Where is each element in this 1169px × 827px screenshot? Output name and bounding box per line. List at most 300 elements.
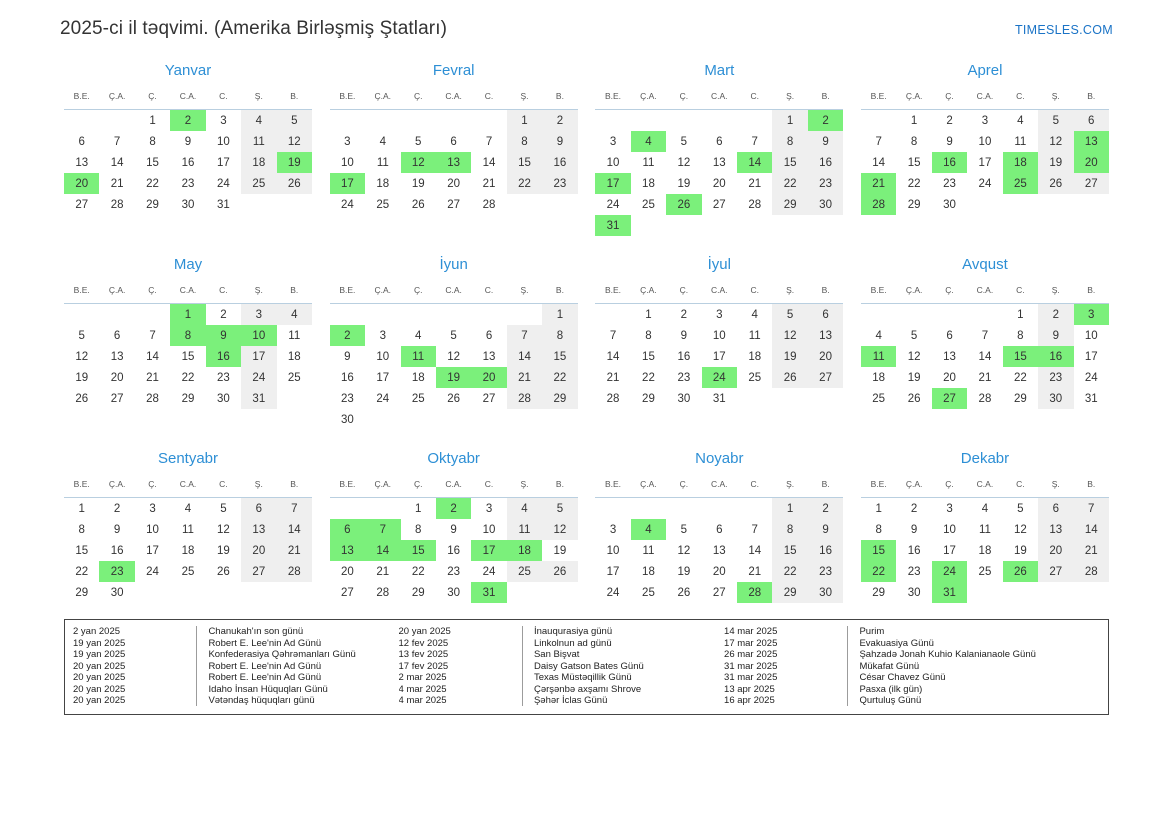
day-cell[interactable]: 29	[75, 586, 89, 599]
day-cell[interactable]: 13	[436, 152, 471, 173]
day-cell[interactable]: 26	[1003, 561, 1038, 582]
day-cell[interactable]: 29	[411, 586, 425, 599]
day-cell[interactable]: 14	[507, 346, 542, 367]
day-cell[interactable]: 2	[808, 498, 843, 520]
day-cell[interactable]: 16	[1038, 346, 1073, 367]
day-cell[interactable]: 21	[861, 173, 896, 194]
day-cell[interactable]: 15	[507, 152, 542, 173]
day-cell[interactable]: 12	[1038, 131, 1073, 152]
day-cell[interactable]: 20	[943, 371, 956, 384]
day-cell[interactable]: 25	[241, 173, 276, 194]
day-cell[interactable]: 20	[712, 177, 726, 190]
day-cell[interactable]: 7	[365, 519, 400, 540]
day-cell[interactable]: 25	[642, 586, 655, 599]
day-cell[interactable]: 19	[1013, 544, 1027, 557]
day-cell[interactable]: 11	[288, 329, 301, 342]
day-cell[interactable]: 9	[910, 523, 918, 536]
day-cell[interactable]: 13	[712, 156, 726, 169]
day-cell[interactable]: 3	[344, 135, 351, 148]
day-cell[interactable]: 21	[748, 177, 762, 190]
day-cell[interactable]: 14	[110, 156, 124, 169]
day-cell[interactable]: 24	[340, 198, 354, 211]
day-cell[interactable]: 12	[907, 350, 921, 363]
day-cell[interactable]: 8	[910, 135, 918, 148]
day-cell[interactable]: 23	[943, 177, 956, 190]
day-cell[interactable]: 26	[75, 392, 89, 405]
day-cell[interactable]: 19	[772, 346, 807, 367]
day-cell[interactable]: 27	[75, 198, 89, 211]
day-cell[interactable]: 6	[716, 135, 723, 148]
day-cell[interactable]: 14	[482, 156, 496, 169]
day-cell[interactable]: 10	[146, 523, 159, 536]
day-cell[interactable]: 11	[861, 346, 896, 367]
day-cell[interactable]: 17	[376, 371, 390, 384]
day-cell[interactable]: 7	[149, 329, 156, 342]
day-cell[interactable]: 29	[872, 586, 886, 599]
day-cell[interactable]: 28	[1074, 561, 1109, 582]
day-cell[interactable]: 12	[277, 131, 312, 152]
day-cell[interactable]: 2	[220, 308, 227, 321]
day-cell[interactable]: 27	[1074, 173, 1109, 194]
day-cell[interactable]: 13	[1038, 519, 1073, 540]
day-cell[interactable]: 1	[149, 114, 156, 127]
day-cell[interactable]: 12	[677, 156, 691, 169]
day-cell[interactable]: 22	[75, 565, 89, 578]
day-cell[interactable]: 16	[542, 152, 577, 173]
day-cell[interactable]: 23	[99, 561, 134, 582]
day-cell[interactable]: 23	[808, 561, 843, 582]
day-cell[interactable]: 12	[401, 152, 436, 173]
day-cell[interactable]: 20	[241, 540, 276, 561]
day-cell[interactable]: 14	[365, 540, 400, 561]
day-cell[interactable]: 8	[149, 135, 156, 148]
day-cell[interactable]: 13	[330, 540, 365, 561]
day-cell[interactable]: 3	[149, 502, 156, 515]
day-cell[interactable]: 30	[907, 586, 921, 599]
day-cell[interactable]: 13	[110, 350, 124, 363]
day-cell[interactable]: 6	[330, 519, 365, 540]
day-cell[interactable]: 10	[978, 135, 992, 148]
day-cell[interactable]: 8	[875, 523, 882, 536]
day-cell[interactable]: 26	[542, 561, 577, 582]
day-cell[interactable]: 2	[542, 110, 577, 132]
day-cell[interactable]: 12	[772, 325, 807, 346]
day-cell[interactable]: 9	[1038, 325, 1073, 346]
day-cell[interactable]: 7	[751, 135, 758, 148]
day-cell[interactable]: 1	[542, 304, 577, 326]
day-cell[interactable]: 18	[287, 350, 301, 363]
day-cell[interactable]: 28	[606, 392, 620, 405]
day-cell[interactable]: 28	[748, 198, 762, 211]
day-cell[interactable]: 12	[677, 544, 691, 557]
day-cell[interactable]: 3	[485, 502, 493, 515]
day-cell[interactable]: 9	[184, 135, 192, 148]
day-cell[interactable]: 15	[772, 540, 807, 561]
day-cell[interactable]: 10	[943, 523, 956, 536]
day-cell[interactable]: 7	[875, 135, 882, 148]
day-cell[interactable]: 31	[241, 388, 276, 409]
day-cell[interactable]: 2	[330, 325, 365, 346]
day-cell[interactable]: 5	[450, 329, 457, 342]
day-cell[interactable]: 1	[170, 304, 205, 326]
day-cell[interactable]: 18	[748, 350, 762, 363]
day-cell[interactable]: 3	[609, 523, 617, 536]
brand-link[interactable]: TIMESLES.COM	[1014, 23, 1113, 37]
day-cell[interactable]: 1	[772, 498, 807, 520]
day-cell[interactable]: 28	[978, 392, 992, 405]
day-cell[interactable]: 17	[1084, 350, 1098, 363]
day-cell[interactable]: 18	[642, 177, 655, 190]
day-cell[interactable]: 6	[113, 329, 121, 342]
day-cell[interactable]: 6	[808, 304, 843, 326]
day-cell[interactable]: 28	[110, 198, 124, 211]
day-cell[interactable]: 16	[932, 152, 967, 173]
day-cell[interactable]: 24	[606, 586, 620, 599]
day-cell[interactable]: 16	[808, 540, 843, 561]
day-cell[interactable]: 11	[507, 519, 542, 540]
day-cell[interactable]: 4	[184, 502, 192, 515]
day-cell[interactable]: 25	[748, 371, 762, 384]
day-cell[interactable]: 15	[75, 544, 89, 557]
day-cell[interactable]: 9	[450, 523, 457, 536]
day-cell[interactable]: 20	[471, 367, 506, 388]
day-cell[interactable]: 25	[872, 392, 886, 405]
day-cell[interactable]: 4	[507, 498, 542, 520]
day-cell[interactable]: 27	[482, 392, 496, 405]
day-cell[interactable]: 16	[447, 544, 461, 557]
day-cell[interactable]: 2	[113, 502, 121, 515]
day-cell[interactable]: 18	[978, 544, 992, 557]
day-cell[interactable]: 31	[595, 215, 630, 236]
day-cell[interactable]: 2	[1038, 304, 1073, 326]
day-cell[interactable]: 31	[712, 392, 726, 405]
day-cell[interactable]: 30	[808, 194, 843, 215]
day-cell[interactable]: 31	[471, 582, 506, 603]
day-cell[interactable]: 26	[277, 173, 312, 194]
day-cell[interactable]: 16	[206, 346, 241, 367]
day-cell[interactable]: 29	[772, 582, 807, 603]
day-cell[interactable]: 10	[606, 544, 620, 557]
day-cell[interactable]: 22	[1013, 371, 1027, 384]
day-cell[interactable]: 21	[376, 565, 390, 578]
day-cell[interactable]: 5	[542, 498, 577, 520]
day-cell[interactable]: 1	[875, 502, 882, 515]
day-cell[interactable]: 24	[146, 565, 159, 578]
day-cell[interactable]: 28	[482, 198, 496, 211]
day-cell[interactable]: 3	[1074, 304, 1109, 326]
day-cell[interactable]: 12	[75, 350, 89, 363]
day-cell[interactable]: 23	[1038, 367, 1073, 388]
day-cell[interactable]: 18	[872, 371, 886, 384]
day-cell[interactable]: 3	[609, 135, 617, 148]
day-cell[interactable]: 29	[542, 388, 577, 409]
day-cell[interactable]: 1	[78, 502, 85, 515]
day-cell[interactable]: 18	[411, 371, 425, 384]
day-cell[interactable]: 30	[181, 198, 195, 211]
day-cell[interactable]: 17	[978, 156, 992, 169]
day-cell[interactable]: 13	[482, 350, 496, 363]
day-cell[interactable]: 28	[376, 586, 390, 599]
day-cell[interactable]: 3	[220, 114, 227, 127]
day-cell[interactable]: 9	[344, 350, 351, 363]
day-cell[interactable]: 5	[220, 502, 227, 515]
day-cell[interactable]: 30	[943, 198, 956, 211]
day-cell[interactable]: 4	[1017, 114, 1024, 127]
day-cell[interactable]: 7	[485, 135, 493, 148]
day-cell[interactable]: 7	[277, 498, 312, 520]
day-cell[interactable]: 8	[772, 519, 807, 540]
day-cell[interactable]: 10	[376, 350, 390, 363]
day-cell[interactable]: 27	[241, 561, 276, 582]
day-cell[interactable]: 20	[712, 565, 726, 578]
day-cell[interactable]: 6	[946, 329, 953, 342]
day-cell[interactable]: 31	[1084, 392, 1098, 405]
day-cell[interactable]: 18	[181, 544, 195, 557]
day-cell[interactable]: 25	[1003, 173, 1038, 194]
day-cell[interactable]: 8	[170, 325, 205, 346]
day-cell[interactable]: 23	[808, 173, 843, 194]
day-cell[interactable]: 8	[415, 523, 422, 536]
day-cell[interactable]: 13	[808, 325, 843, 346]
day-cell[interactable]: 20	[64, 173, 99, 194]
day-cell[interactable]: 19	[411, 177, 425, 190]
day-cell[interactable]: 21	[146, 371, 159, 384]
day-cell[interactable]: 21	[978, 371, 992, 384]
day-cell[interactable]: 11	[748, 329, 761, 342]
day-cell[interactable]: 5	[910, 329, 918, 342]
day-cell[interactable]: 23	[217, 371, 230, 384]
day-cell[interactable]: 12	[1013, 523, 1027, 536]
day-cell[interactable]: 24	[702, 367, 737, 388]
day-cell[interactable]: 16	[181, 156, 195, 169]
day-cell[interactable]: 10	[712, 329, 726, 342]
day-cell[interactable]: 20	[110, 371, 124, 384]
day-cell[interactable]: 26	[217, 565, 230, 578]
day-cell[interactable]: 5	[78, 329, 85, 342]
day-cell[interactable]: 21	[507, 367, 542, 388]
day-cell[interactable]: 11	[978, 523, 991, 536]
day-cell[interactable]: 27	[340, 586, 354, 599]
day-cell[interactable]: 28	[277, 561, 312, 582]
day-cell[interactable]: 15	[861, 540, 896, 561]
day-cell[interactable]: 13	[75, 156, 89, 169]
day-cell[interactable]: 19	[677, 565, 691, 578]
day-cell[interactable]: 9	[542, 131, 577, 152]
day-cell[interactable]: 20	[808, 346, 843, 367]
day-cell[interactable]: 22	[772, 561, 807, 582]
day-cell[interactable]: 31	[217, 198, 230, 211]
day-cell[interactable]: 18	[376, 177, 390, 190]
day-cell[interactable]: 12	[542, 519, 577, 540]
day-cell[interactable]: 21	[482, 177, 496, 190]
day-cell[interactable]: 15	[1003, 346, 1038, 367]
day-cell[interactable]: 1	[910, 114, 918, 127]
day-cell[interactable]: 25	[411, 392, 425, 405]
day-cell[interactable]: 26	[772, 367, 807, 388]
day-cell[interactable]: 24	[217, 177, 230, 190]
day-cell[interactable]: 14	[978, 350, 992, 363]
day-cell[interactable]: 30	[808, 582, 843, 603]
day-cell[interactable]: 16	[340, 371, 354, 384]
day-cell[interactable]: 5	[680, 523, 688, 536]
day-cell[interactable]: 23	[447, 565, 461, 578]
day-cell[interactable]: 28	[507, 388, 542, 409]
day-cell[interactable]: 19	[677, 177, 691, 190]
day-cell[interactable]: 18	[241, 152, 276, 173]
day-cell[interactable]: 20	[1038, 540, 1073, 561]
day-cell[interactable]: 7	[113, 135, 121, 148]
day-cell[interactable]: 14	[872, 156, 886, 169]
day-cell[interactable]: 11	[241, 131, 276, 152]
day-cell[interactable]: 11	[1014, 135, 1027, 148]
day-cell[interactable]: 30	[447, 586, 461, 599]
day-cell[interactable]: 10	[241, 325, 276, 346]
day-cell[interactable]: 29	[181, 392, 195, 405]
day-cell[interactable]: 4	[875, 329, 882, 342]
day-cell[interactable]: 28	[737, 582, 772, 603]
day-cell[interactable]: 4	[751, 308, 758, 321]
day-cell[interactable]: 5	[772, 304, 807, 326]
day-cell[interactable]: 2	[946, 114, 953, 127]
day-cell[interactable]: 23	[907, 565, 921, 578]
day-cell[interactable]: 2	[436, 498, 471, 520]
day-cell[interactable]: 6	[450, 135, 457, 148]
day-cell[interactable]: 6	[241, 498, 276, 520]
day-cell[interactable]: 29	[642, 392, 655, 405]
day-cell[interactable]: 1	[1017, 308, 1024, 321]
day-cell[interactable]: 14	[748, 544, 762, 557]
day-cell[interactable]: 11	[401, 346, 436, 367]
day-cell[interactable]: 10	[482, 523, 496, 536]
day-cell[interactable]: 11	[182, 523, 194, 536]
day-cell[interactable]: 29	[146, 198, 159, 211]
day-cell[interactable]: 9	[206, 325, 241, 346]
day-cell[interactable]: 20	[1074, 152, 1109, 173]
day-cell[interactable]: 13	[241, 519, 276, 540]
day-cell[interactable]: 22	[542, 367, 577, 388]
day-cell[interactable]: 10	[1084, 329, 1098, 342]
day-cell[interactable]: 12	[217, 523, 230, 536]
day-cell[interactable]: 26	[1038, 173, 1073, 194]
day-cell[interactable]: 24	[978, 177, 992, 190]
day-cell[interactable]: 23	[181, 177, 195, 190]
day-cell[interactable]: 25	[287, 371, 301, 384]
day-cell[interactable]: 28	[861, 194, 896, 215]
day-cell[interactable]: 4	[631, 131, 666, 152]
day-cell[interactable]: 17	[146, 544, 159, 557]
day-cell[interactable]: 24	[932, 561, 967, 582]
day-cell[interactable]: 24	[606, 198, 620, 211]
day-cell[interactable]: 9	[946, 135, 953, 148]
day-cell[interactable]: 8	[542, 325, 577, 346]
day-cell[interactable]: 10	[340, 156, 354, 169]
day-cell[interactable]: 29	[907, 198, 921, 211]
day-cell[interactable]: 14	[277, 519, 312, 540]
day-cell[interactable]: 9	[808, 131, 843, 152]
day-cell[interactable]: 27	[712, 198, 726, 211]
day-cell[interactable]: 11	[642, 544, 655, 557]
day-cell[interactable]: 6	[485, 329, 493, 342]
day-cell[interactable]: 22	[772, 173, 807, 194]
day-cell[interactable]: 14	[146, 350, 159, 363]
day-cell[interactable]: 27	[932, 388, 967, 409]
day-cell[interactable]: 14	[737, 152, 772, 173]
day-cell[interactable]: 2	[170, 110, 205, 132]
day-cell[interactable]: 4	[415, 329, 422, 342]
day-cell[interactable]: 21	[1074, 540, 1109, 561]
day-cell[interactable]: 30	[340, 413, 354, 426]
day-cell[interactable]: 11	[376, 156, 389, 169]
day-cell[interactable]: 5	[415, 135, 422, 148]
day-cell[interactable]: 27	[712, 586, 726, 599]
day-cell[interactable]: 14	[606, 350, 620, 363]
day-cell[interactable]: 2	[680, 308, 688, 321]
day-cell[interactable]: 22	[146, 177, 159, 190]
day-cell[interactable]: 16	[677, 350, 691, 363]
day-cell[interactable]: 28	[146, 392, 159, 405]
day-cell[interactable]: 5	[680, 135, 688, 148]
day-cell[interactable]: 17	[217, 156, 230, 169]
day-cell[interactable]: 30	[110, 586, 124, 599]
day-cell[interactable]: 26	[666, 194, 701, 215]
day-cell[interactable]: 12	[447, 350, 461, 363]
day-cell[interactable]: 3	[981, 114, 989, 127]
day-cell[interactable]: 17	[330, 173, 365, 194]
day-cell[interactable]: 25	[181, 565, 195, 578]
day-cell[interactable]: 15	[907, 156, 921, 169]
day-cell[interactable]: 4	[631, 519, 666, 540]
day-cell[interactable]: 26	[677, 586, 691, 599]
day-cell[interactable]: 19	[1038, 152, 1073, 173]
day-cell[interactable]: 17	[712, 350, 726, 363]
day-cell[interactable]: 19	[553, 544, 567, 557]
day-cell[interactable]: 1	[772, 110, 807, 132]
day-cell[interactable]: 4	[277, 304, 312, 326]
day-cell[interactable]: 13	[712, 544, 726, 557]
day-cell[interactable]: 15	[772, 152, 807, 173]
day-cell[interactable]: 6	[1074, 110, 1109, 132]
day-cell[interactable]: 19	[75, 371, 89, 384]
day-cell[interactable]: 3	[241, 304, 276, 326]
day-cell[interactable]: 8	[1017, 329, 1024, 342]
day-cell[interactable]: 19	[217, 544, 230, 557]
day-cell[interactable]: 3	[716, 308, 723, 321]
day-cell[interactable]: 8	[772, 131, 807, 152]
day-cell[interactable]: 8	[78, 523, 85, 536]
day-cell[interactable]: 17	[241, 346, 276, 367]
day-cell[interactable]: 5	[277, 110, 312, 132]
day-cell[interactable]: 21	[110, 177, 124, 190]
day-cell[interactable]: 29	[1013, 392, 1027, 405]
day-cell[interactable]: 17	[943, 544, 956, 557]
day-cell[interactable]: 17	[471, 540, 506, 561]
day-cell[interactable]: 15	[146, 156, 159, 169]
day-cell[interactable]: 9	[808, 519, 843, 540]
day-cell[interactable]: 1	[415, 502, 422, 515]
day-cell[interactable]: 15	[401, 540, 436, 561]
day-cell[interactable]: 7	[609, 329, 617, 342]
day-cell[interactable]: 25	[507, 561, 542, 582]
day-cell[interactable]: 18	[1003, 152, 1038, 173]
day-cell[interactable]: 13	[1074, 131, 1109, 152]
day-cell[interactable]: 22	[642, 371, 655, 384]
day-cell[interactable]: 14	[1074, 519, 1109, 540]
day-cell[interactable]: 5	[1038, 110, 1073, 132]
day-cell[interactable]: 6	[716, 523, 723, 536]
day-cell[interactable]: 7	[981, 329, 989, 342]
day-cell[interactable]: 25	[978, 565, 992, 578]
day-cell[interactable]: 29	[772, 194, 807, 215]
